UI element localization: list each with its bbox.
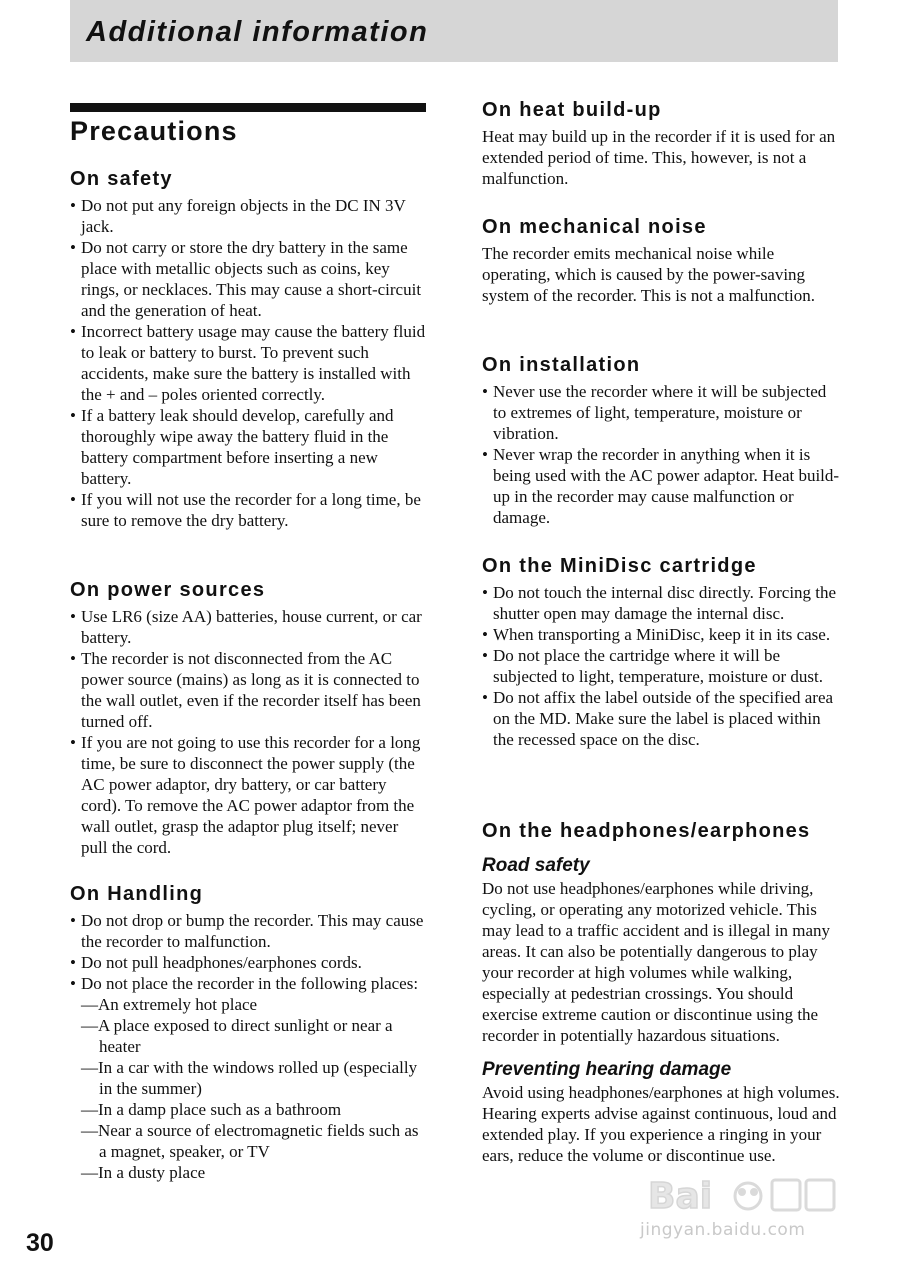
page-number: 30 xyxy=(26,1229,54,1257)
handling-list xyxy=(70,910,426,994)
heat-text: Heat may build up in the recorder if it is used for an extended period of time. This, however, is not a malfunction. xyxy=(482,127,836,188)
place-item: —In a dusty place xyxy=(81,1163,206,1182)
minidisc-item: • Do not affix the label outside of the specified area on the MD. Make sure the label is placed within the recessed space on the disc. xyxy=(482,687,844,750)
power-item: • If you are not going to use this recorder for a long time, be sure to disconnect the power supply (the AC power adaptor, dry battery, or car battery cord). To remove the AC power adaptor from the wall outlet, grasp the adaptor plug itself; never pull the cord. xyxy=(70,732,426,858)
minidisc-heading: On the MiniDisc cartridge xyxy=(482,555,757,577)
installation-item: • Never wrap the recorder in anything when it is being used with the AC power adaptor. Heat build-up in the recorder may cause malfunction or damage. xyxy=(482,444,842,528)
minidisc-item: • When transporting a MiniDisc, keep it in its case. xyxy=(482,624,844,645)
places-list xyxy=(70,994,426,1183)
svg-text:Bai: Bai xyxy=(648,1176,713,1217)
road-safety-heading: Road safety xyxy=(482,855,590,876)
safety-item: • If you will not use the recorder for a long time, be sure to remove the dry battery. xyxy=(70,489,426,531)
baidu-watermark xyxy=(640,1168,845,1248)
precautions-rule xyxy=(70,103,426,112)
place-item: —Near a source of electromagnetic fields such as a magnet, speaker, or TV xyxy=(81,1121,419,1161)
safety-item: • Incorrect battery usage may cause the battery fluid to leak or battery to burst. To prevent such accidents, make sure the battery is installed with the + and – poles oriented correctly. xyxy=(70,321,426,405)
installation-section xyxy=(482,352,842,528)
handling-section xyxy=(70,881,426,1183)
power-list xyxy=(70,606,426,858)
headphones-section xyxy=(482,818,842,1166)
safety-item: • Do not put any foreign objects in the DC IN 3V jack. xyxy=(70,195,426,237)
safety-list xyxy=(70,195,426,531)
safety-heading: On safety xyxy=(70,168,173,190)
noise-section xyxy=(482,214,842,306)
safety-item: • Do not carry or store the dry battery in the same place with metallic objects such as coins, key rings, or necklaces. This may cause a short-circuit and the generation of heat. xyxy=(70,237,426,321)
power-section xyxy=(70,577,426,858)
minidisc-list xyxy=(482,582,844,750)
place-item: —A place exposed to direct sunlight or near a heater xyxy=(81,1016,393,1056)
power-item: • Use LR6 (size AA) batteries, house current, or car battery. xyxy=(70,606,426,648)
minidisc-item: • Do not touch the internal disc directly. Forcing the shutter open may damage the internal disc. xyxy=(482,582,844,624)
watermark-text: jingyan.baidu.com xyxy=(640,1220,806,1240)
power-item: • The recorder is not disconnected from the AC power source (mains) as long as it is connected to the wall outlet, even if the recorder itself has been turned off. xyxy=(70,648,426,732)
installation-item: • Never use the recorder where it will be subjected to extremes of light, temperature, moisture or vibration. xyxy=(482,381,842,444)
handling-heading: On Handling xyxy=(70,883,204,905)
precautions-title: Precautions xyxy=(70,116,238,146)
installation-list xyxy=(482,381,842,528)
handling-item: • Do not drop or bump the recorder. This may cause the recorder to malfunction. xyxy=(70,910,426,952)
handling-item: • Do not pull headphones/earphones cords. xyxy=(70,952,426,973)
hearing-heading: Preventing hearing damage xyxy=(482,1059,732,1080)
heat-section xyxy=(482,97,842,189)
safety-section xyxy=(70,166,426,531)
noise-text: The recorder emits mechanical noise while operating, which is caused by the power-saving system of the recorder. This is not a malfunction. xyxy=(482,244,816,305)
place-item: —In a damp place such as a bathroom xyxy=(81,1100,342,1119)
minidisc-item: • Do not place the cartridge where it will be subjected to light, temperature, moisture or dust. xyxy=(482,645,844,687)
headphones-heading: On the headphones/earphones xyxy=(482,820,811,842)
power-heading: On power sources xyxy=(70,579,266,601)
hearing-text: Avoid using headphones/earphones at high volumes. Hearing experts advise against continuous, loud and extended play. If you experience a ringing in your ears, reduce the volume or discontinue use. xyxy=(482,1083,840,1165)
road-safety-text: Do not use headphones/earphones while driving, cycling, or operating any motorized vehicle. This may lead to a traffic accident and is illegal in many areas. It can also be potentially dangerous to play your recorder at high volumes while walking, especially at pedestrian crossings. You should exercise extreme caution or discontinue using the recorder in potentially hazardous situations. xyxy=(482,879,831,1045)
minidisc-section xyxy=(482,553,844,750)
safety-item: • If a battery leak should develop, carefully and thoroughly wipe away the battery fluid in the battery compartment before inserting a new battery. xyxy=(70,405,426,489)
section-header-title: Additional information xyxy=(86,16,429,48)
handling-item: • Do not place the recorder in the following places: xyxy=(70,973,426,994)
noise-heading: On mechanical noise xyxy=(482,216,707,238)
baidu-logo-icon xyxy=(640,1168,845,1223)
installation-heading: On installation xyxy=(482,354,641,376)
place-item: —In a car with the windows rolled up (especially in the summer) xyxy=(81,1058,418,1098)
heat-heading: On heat build-up xyxy=(482,99,662,121)
place-item: —An extremely hot place xyxy=(81,995,258,1014)
